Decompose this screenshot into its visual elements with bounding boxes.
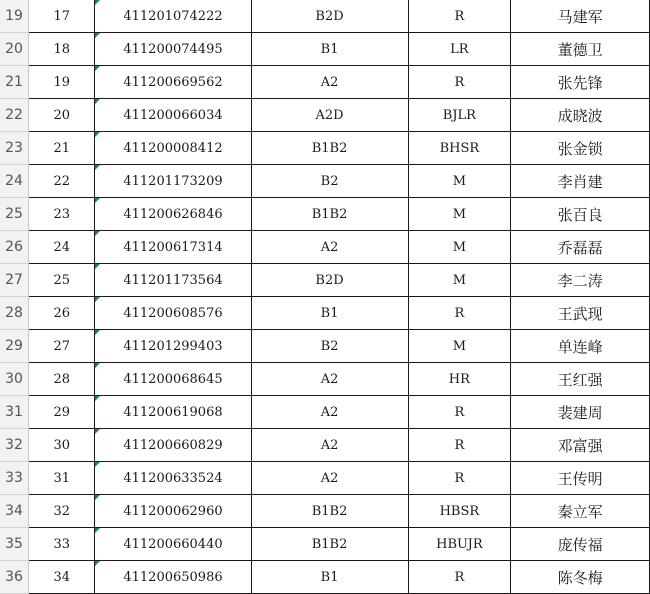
category-cell-text: HR [448,371,470,387]
seq-cell-text: 22 [53,173,71,189]
license-class-cell[interactable] [252,528,409,561]
id-cell-text: 411200660440 [123,536,223,552]
name-cell-text: 张先锋 [557,73,603,92]
category-cell-text: R [454,470,465,486]
row-number-header[interactable]: 29 [0,330,29,363]
table-row [0,297,650,330]
license-class-cell-text: B1 [320,305,339,321]
license-class-cell[interactable] [252,264,409,297]
license-class-cell-text: A2 [320,404,339,420]
seq-cell-text: 30 [53,437,71,453]
seq-cell[interactable] [29,165,95,198]
license-class-cell[interactable] [252,363,409,396]
name-cell-text: 单连峰 [557,337,603,356]
license-class-cell[interactable] [252,396,409,429]
category-cell[interactable] [409,198,512,231]
id-cell-text: 411200617314 [123,239,223,255]
id-cell-text: 411200062960 [123,503,223,519]
number-as-text-indicator-icon [95,99,100,104]
license-class-cell-text: A2 [320,371,339,387]
id-cell[interactable] [95,297,251,330]
license-class-cell[interactable] [252,330,409,363]
category-cell[interactable] [409,132,512,165]
name-cell-text: 张金锁 [557,139,603,158]
license-class-cell-text: B1 [320,41,339,57]
table-row [0,528,650,561]
table-row [0,363,650,396]
table-row [0,0,650,33]
id-cell-text: 411200608576 [123,305,223,321]
category-cell-text: HBSR [439,503,480,519]
table-row [0,132,650,165]
name-cell-text: 李肖建 [557,172,603,191]
id-cell[interactable] [95,330,251,363]
license-class-cell-text: B1B2 [311,140,348,156]
name-cell[interactable] [511,99,650,132]
seq-cell[interactable] [29,396,95,429]
category-cell[interactable] [409,396,512,429]
category-cell-text: R [454,437,465,453]
seq-cell-text: 18 [53,41,71,57]
seq-cell-text: 21 [53,140,71,156]
id-cell[interactable] [95,198,251,231]
number-as-text-indicator-icon [95,396,100,401]
category-cell[interactable] [409,528,512,561]
category-cell[interactable] [409,66,512,99]
seq-cell[interactable] [29,462,95,495]
table-row [0,33,650,66]
name-cell-text: 秦立军 [557,502,603,521]
license-class-cell[interactable] [252,198,409,231]
category-cell[interactable] [409,429,512,462]
license-class-cell-text: B2 [320,338,339,354]
category-cell-text: M [452,338,467,354]
id-cell[interactable] [95,396,251,429]
name-cell[interactable] [511,462,650,495]
license-class-cell[interactable] [252,495,409,528]
license-class-cell[interactable] [252,561,409,594]
row-number-header[interactable]: 25 [0,198,29,231]
category-cell-text: R [454,569,465,585]
seq-cell-text: 27 [53,338,71,354]
number-as-text-indicator-icon [95,363,100,368]
license-class-cell-text: A2 [320,437,339,453]
seq-cell[interactable] [29,561,95,594]
license-class-cell-text: B1B2 [311,536,348,552]
category-cell[interactable] [409,264,512,297]
table-row [0,330,650,363]
seq-cell[interactable] [29,495,95,528]
seq-cell-text: 28 [53,371,71,387]
id-cell-text: 411201173564 [123,272,223,288]
category-cell[interactable] [409,363,512,396]
license-class-cell[interactable] [252,231,409,264]
number-as-text-indicator-icon [95,132,100,137]
id-cell[interactable] [95,264,251,297]
name-cell-text: 李二涛 [557,271,603,290]
name-cell-text: 邓富强 [557,436,603,455]
category-cell-text: M [452,173,467,189]
table-row [0,396,650,429]
name-cell[interactable] [511,528,650,561]
number-as-text-indicator-icon [95,561,100,566]
number-as-text-indicator-icon [95,198,100,203]
table-row [0,99,650,132]
name-cell[interactable] [511,495,650,528]
category-cell-text: R [454,404,465,420]
id-cell-text: 411200066034 [123,107,223,123]
name-cell[interactable] [511,363,650,396]
id-cell-text: 411200074495 [123,41,223,57]
name-cell[interactable] [511,165,650,198]
table-row [0,231,650,264]
license-class-cell[interactable] [252,165,409,198]
id-cell[interactable] [95,99,251,132]
id-cell-text: 411200669562 [123,74,223,90]
id-cell[interactable] [95,0,251,33]
row-number-header[interactable]: 23 [0,132,29,165]
id-cell[interactable] [95,495,251,528]
category-cell-text: LR [450,41,469,57]
table-row [0,165,650,198]
number-as-text-indicator-icon [95,165,100,170]
id-cell-text: 411200633524 [123,470,223,486]
seq-cell[interactable] [29,33,95,66]
license-class-cell-text: A2 [320,470,339,486]
number-as-text-indicator-icon [95,429,100,434]
id-cell[interactable] [95,429,251,462]
id-cell[interactable] [95,165,251,198]
category-cell[interactable] [409,495,512,528]
row-number-header[interactable]: 28 [0,297,29,330]
id-cell-text: 411201299403 [123,338,223,354]
category-cell-text: M [452,239,467,255]
seq-cell[interactable] [29,330,95,363]
name-cell-text: 王红强 [557,370,603,389]
table-row [0,561,650,594]
number-as-text-indicator-icon [95,297,100,302]
name-cell-text: 王武现 [557,304,603,323]
category-cell-text: M [452,272,467,288]
category-cell-text: M [452,206,467,222]
seq-cell[interactable] [29,198,95,231]
license-class-cell[interactable] [252,297,409,330]
row-number-header[interactable]: 26 [0,231,29,264]
seq-cell-text: 17 [53,8,71,24]
number-as-text-indicator-icon [95,330,100,335]
license-class-cell-text: A2 [320,239,339,255]
name-cell[interactable] [511,0,650,33]
id-cell[interactable] [95,132,251,165]
row-number-header[interactable]: 33 [0,462,29,495]
table-row [0,198,650,231]
category-cell-text: BJLR [442,107,476,123]
name-cell[interactable] [511,396,650,429]
seq-cell[interactable] [29,363,95,396]
license-class-cell-text: B2 [320,173,339,189]
row-number-header[interactable]: 20 [0,33,29,66]
seq-cell-text: 33 [53,536,71,552]
seq-cell-text: 29 [53,404,71,420]
seq-cell-text: 23 [53,206,71,222]
row-number-header[interactable]: 30 [0,363,29,396]
name-cell[interactable] [511,330,650,363]
row-number-header[interactable]: 19 [0,0,29,33]
name-cell[interactable] [511,66,650,99]
name-cell-text: 董德卫 [557,40,603,59]
license-class-cell[interactable] [252,429,409,462]
seq-cell-text: 34 [53,569,71,585]
category-cell[interactable] [409,165,512,198]
category-cell-text: HBUJR [436,536,483,552]
license-class-cell[interactable] [252,462,409,495]
name-cell[interactable] [511,297,650,330]
row-number-header[interactable]: 27 [0,264,29,297]
id-cell[interactable] [95,363,251,396]
seq-cell[interactable] [29,99,95,132]
id-cell-text: 411200619068 [123,404,223,420]
license-class-cell[interactable] [252,33,409,66]
name-cell-text: 马建军 [557,7,603,26]
id-cell-text: 411200008412 [123,140,223,156]
seq-cell[interactable] [29,66,95,99]
seq-cell-text: 24 [53,239,71,255]
license-class-cell-text: B2D [315,272,344,288]
license-class-cell-text: B2D [315,8,344,24]
seq-cell-text: 26 [53,305,71,321]
id-cell-text: 411200068645 [123,371,223,387]
seq-cell[interactable] [29,264,95,297]
category-cell-text: R [454,305,465,321]
name-cell-text: 王传明 [557,469,603,488]
name-cell[interactable] [511,561,650,594]
seq-cell[interactable] [29,132,95,165]
id-cell-text: 411201074222 [123,8,223,24]
license-class-cell[interactable] [252,132,409,165]
name-cell-text: 成晓波 [557,106,603,125]
category-cell[interactable] [409,297,512,330]
id-cell[interactable] [95,231,251,264]
seq-cell[interactable] [29,231,95,264]
table-row [0,429,650,462]
seq-cell[interactable] [29,0,95,33]
id-cell[interactable] [95,528,251,561]
license-class-cell-text: A2D [315,107,344,123]
row-number-header[interactable]: 36 [0,561,29,594]
license-class-cell[interactable] [252,0,409,33]
category-cell[interactable] [409,462,512,495]
row-number-header[interactable]: 32 [0,429,29,462]
seq-cell-text: 25 [53,272,71,288]
name-cell[interactable] [511,231,650,264]
id-cell[interactable] [95,561,251,594]
table-row [0,66,650,99]
seq-cell-text: 19 [53,74,71,90]
row-number-header[interactable]: 31 [0,396,29,429]
category-cell-text: BHSR [439,140,480,156]
category-cell[interactable] [409,99,512,132]
number-as-text-indicator-icon [95,528,100,533]
seq-cell-text: 32 [53,503,71,519]
seq-cell-text: 20 [53,107,71,123]
number-as-text-indicator-icon [95,495,100,500]
row-number-header[interactable]: 24 [0,165,29,198]
name-cell[interactable] [511,264,650,297]
number-as-text-indicator-icon [95,33,100,38]
category-cell[interactable] [409,561,512,594]
name-cell[interactable] [511,33,650,66]
number-as-text-indicator-icon [95,0,100,5]
id-cell-text: 411200650986 [123,569,223,585]
name-cell-text: 庞传福 [557,535,603,554]
number-as-text-indicator-icon [95,462,100,467]
seq-cell[interactable] [29,528,95,561]
name-cell-text: 张百良 [557,205,603,224]
category-cell[interactable] [409,330,512,363]
category-cell[interactable] [409,0,512,33]
category-cell[interactable] [409,231,512,264]
row-number-header[interactable]: 35 [0,528,29,561]
seq-cell[interactable] [29,297,95,330]
id-cell[interactable] [95,462,251,495]
license-class-cell[interactable] [252,66,409,99]
license-class-cell[interactable] [252,99,409,132]
name-cell-text: 陈冬梅 [557,568,603,587]
table-row [0,264,650,297]
license-class-cell-text: A2 [320,74,339,90]
number-as-text-indicator-icon [95,231,100,236]
name-cell-text: 裴建周 [557,403,603,422]
row-number-header[interactable]: 34 [0,495,29,528]
id-cell-text: 411200626846 [123,206,223,222]
category-cell-text: R [454,74,465,90]
seq-cell[interactable] [29,429,95,462]
category-cell-text: R [454,8,465,24]
name-cell[interactable] [511,198,650,231]
table-row [0,462,650,495]
name-cell-text: 乔磊磊 [557,238,603,257]
license-class-cell-text: B1B2 [311,206,348,222]
name-cell[interactable] [511,429,650,462]
number-as-text-indicator-icon [95,66,100,71]
row-number-header[interactable]: 21 [0,66,29,99]
id-cell-text: 411201173209 [123,173,223,189]
name-cell[interactable] [511,132,650,165]
table-row [0,495,650,528]
license-class-cell-text: B1 [320,569,339,585]
category-cell[interactable] [409,33,512,66]
license-class-cell-text: B1B2 [311,503,348,519]
number-as-text-indicator-icon [95,264,100,269]
id-cell[interactable] [95,33,251,66]
seq-cell-text: 31 [53,470,71,486]
row-number-header[interactable]: 22 [0,99,29,132]
id-cell-text: 411200660829 [123,437,223,453]
id-cell[interactable] [95,66,251,99]
